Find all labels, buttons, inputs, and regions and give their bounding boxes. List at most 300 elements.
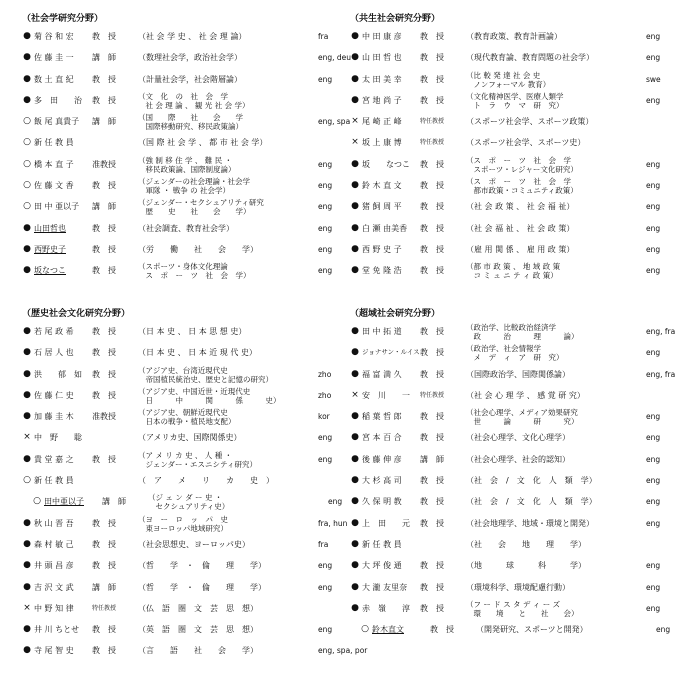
research-field-line: 世 論 研 究） <box>466 417 579 427</box>
faculty-row <box>22 218 333 239</box>
faculty-name: 赤 嶺 淳 <box>362 603 410 613</box>
research-field-line: 東ヨーロッパ地域研究） <box>138 523 228 533</box>
research-field-line: （アジア史、朝鮮近現代史 <box>138 408 228 418</box>
status-mark: ● <box>351 222 359 233</box>
status-mark: ● <box>351 347 359 358</box>
status-mark: ○ <box>23 475 31 486</box>
language-codes: eng <box>646 159 661 169</box>
research-field <box>466 196 638 217</box>
status-mark: ● <box>23 538 31 549</box>
faculty-rank: 特任教授 <box>420 118 445 126</box>
faculty-rank: 講 師 <box>92 582 116 592</box>
faculty-rank: 講 師 <box>92 117 116 127</box>
status-mark: ● <box>23 265 31 276</box>
language-codes: eng <box>646 497 661 507</box>
faculty-row <box>22 26 329 47</box>
research-field <box>138 177 310 195</box>
section-title: （超域社会研究分野） <box>350 309 441 319</box>
research-field <box>138 598 310 619</box>
research-field-line: （文 化 の 社 会 学 <box>138 91 228 101</box>
status-mark: ● <box>351 496 359 507</box>
faculty-row <box>350 154 661 175</box>
language-codes: swe <box>646 74 661 84</box>
language-codes: eng <box>646 266 661 276</box>
research-field-line: 都市政策・コミュニティ政策） <box>466 186 578 196</box>
faculty-name: 新 任 教 員 <box>34 138 74 148</box>
research-field <box>466 111 638 132</box>
status-mark: ● <box>351 180 359 191</box>
research-field-line: （社 会 / 文 化 人 類 学） <box>466 497 597 507</box>
research-field-line: （アジア史、中国近世・近現代史 <box>138 386 251 396</box>
research-field-line: （国際政治学、国際関係論） <box>466 369 570 379</box>
research-field <box>466 534 638 555</box>
research-field <box>138 69 310 90</box>
research-field-line: （社 会 福 祉 、 社 会 政 策） <box>466 223 575 233</box>
research-field <box>466 47 638 68</box>
research-field-line: （社会地理学、地域・環境と開発） <box>466 518 594 528</box>
faculty-row <box>350 47 661 68</box>
faculty-rank: 教 授 <box>92 625 116 635</box>
research-field <box>138 451 310 469</box>
research-field-line: ノンフォーマル 教育） <box>466 79 551 89</box>
research-field-line: （ス ポ ー ツ 社 会 学 <box>466 155 571 165</box>
faculty-name: 秋 山 晋 吾 <box>34 518 74 528</box>
faculty-row <box>22 47 352 68</box>
research-field-line: （ジ ェ ン ダ ー 史 ・ <box>148 493 223 503</box>
research-field-line: 帝国植民統治史、歴史と記憶の研究） <box>138 374 273 384</box>
research-field-line: 移民政策論、国際制度論） <box>138 164 236 174</box>
faculty-rank: 教 授 <box>420 497 444 507</box>
research-field <box>466 600 638 618</box>
research-field-line: 日 中 関 係 史） <box>138 395 281 405</box>
faculty-row <box>350 427 661 448</box>
faculty-rank: 講 師 <box>92 53 116 63</box>
research-field-line: ス ポ ー ツ 社 会 学） <box>138 271 251 281</box>
faculty-row <box>22 513 348 534</box>
faculty-row <box>22 640 368 661</box>
research-field-line: （社 会 学 史 、 社 会 理 論） <box>138 32 247 41</box>
faculty-rank: 教 授 <box>420 223 444 233</box>
research-field <box>476 619 648 640</box>
research-field-line: スポーツ・レジャー文化研究） <box>466 164 578 174</box>
status-mark: ○ <box>23 180 31 191</box>
status-mark: ● <box>351 326 359 336</box>
status-mark: ● <box>351 94 359 105</box>
faculty-name: 宮 地 尚 子 <box>362 95 402 105</box>
faculty-row <box>22 534 329 555</box>
status-mark: × <box>351 389 359 400</box>
research-field <box>138 427 310 448</box>
faculty-name: 新 任 教 員 <box>34 476 74 486</box>
research-field-line: コ ミ ュ ニ テ ィ 政 策） <box>466 271 558 281</box>
faculty-name: 太 田 美 幸 <box>362 74 402 84</box>
faculty-row <box>22 90 250 111</box>
faculty-rank: 教 授 <box>92 561 116 571</box>
faculty-row <box>22 111 351 132</box>
research-field-line: （社 会 心 理 学 、 感 覚 研 究） <box>466 390 585 400</box>
faculty-rank: 教 授 <box>92 223 116 233</box>
status-mark: ● <box>351 158 359 169</box>
faculty-rank: 教 授 <box>420 202 444 212</box>
language-codes: fra <box>318 32 329 41</box>
status-mark: ● <box>23 453 31 464</box>
language-codes: eng <box>318 202 333 212</box>
research-field-line: （ ア メ リ カ 史 ） <box>138 476 274 486</box>
research-field <box>466 177 638 195</box>
language-codes: eng <box>646 32 661 41</box>
status-mark: ● <box>23 52 31 63</box>
faculty-name: 久 保 明 教 <box>362 497 402 507</box>
language-codes: eng <box>646 348 661 358</box>
faculty-row <box>22 239 333 260</box>
faculty-list <box>350 321 675 640</box>
faculty-rank: 教 授 <box>92 327 116 336</box>
research-field-line: （社会思想史、ヨーロッパ史） <box>138 539 250 549</box>
faculty-row <box>22 598 258 619</box>
faculty-name: 橋 本 直 子 <box>34 159 74 169</box>
faculty-row <box>350 449 661 470</box>
faculty-row <box>350 406 661 427</box>
faculty-name: 森 村 敏 己 <box>34 539 74 549</box>
language-codes: eng <box>318 561 333 571</box>
status-mark: ● <box>23 389 31 400</box>
faculty-row <box>22 154 333 175</box>
faculty-rank: 教 授 <box>420 433 444 443</box>
section-title: （共生社会研究分野） <box>350 14 441 24</box>
faculty-rank: 教 授 <box>92 390 116 400</box>
research-field <box>148 493 320 511</box>
faculty-name: 佐 藤 文 香 <box>34 181 74 191</box>
status-mark: ● <box>351 581 359 592</box>
faculty-row <box>350 239 661 260</box>
research-field-line: （国 際 社 会 学 、 都 市 社 会 学） <box>138 138 268 148</box>
faculty-rank: 教 授 <box>420 95 444 105</box>
research-field <box>138 387 310 405</box>
research-field <box>466 577 638 598</box>
research-field-line: （アジア史、台湾近現代史 <box>138 365 228 375</box>
faculty-name: 坂なつこ <box>34 266 66 276</box>
status-mark: × <box>23 432 31 443</box>
research-field-line: ジェンダー・エスニシティ研究） <box>138 459 257 469</box>
faculty-name: 井 頭 昌 彦 <box>34 561 74 571</box>
language-codes: eng <box>646 476 661 486</box>
status-mark: ● <box>23 624 31 635</box>
research-field <box>466 262 638 280</box>
research-field <box>466 26 638 47</box>
language-codes: eng <box>646 603 661 613</box>
faculty-rank: 講 師 <box>102 497 126 507</box>
faculty-rank: 教 授 <box>420 327 444 336</box>
status-mark: ● <box>23 94 31 105</box>
research-field <box>138 470 310 491</box>
research-field-line: セクシュアリティ史） <box>148 502 230 512</box>
section-title: （社会学研究分野） <box>22 14 104 24</box>
research-field-line: （政治学、社会情報学 <box>466 344 541 354</box>
faculty-rank: 教 授 <box>420 159 444 169</box>
research-field <box>138 321 310 342</box>
faculty-list <box>22 321 368 662</box>
faculty-name: 堂 免 隆 浩 <box>362 266 402 276</box>
faculty-rank: 教 授 <box>92 74 116 84</box>
section-social <box>22 12 352 282</box>
faculty-row <box>22 577 333 598</box>
research-field-line: （社会心理学、社会的認知） <box>466 454 570 464</box>
status-mark: ● <box>23 645 31 656</box>
faculty-name: 寺 尾 智 史 <box>34 646 74 656</box>
faculty-rank: 教 授 <box>92 539 116 549</box>
research-field-line: （英 語 圏 文 芸 思 想） <box>138 625 258 635</box>
faculty-row <box>22 132 268 153</box>
faculty-row <box>350 69 661 90</box>
faculty-row <box>350 385 585 406</box>
research-field-line: （ス ポ ー ツ 社 会 学 <box>466 177 571 187</box>
faculty-rank: 教 授 <box>420 603 444 613</box>
faculty-row <box>22 427 333 448</box>
research-field <box>466 92 638 110</box>
faculty-name: 後 藤 伸 彦 <box>362 454 402 464</box>
research-field <box>138 555 310 576</box>
status-mark: ● <box>351 475 359 486</box>
faculty-name: 大 杉 高 司 <box>362 476 402 486</box>
research-field-line: （労 働 社 会 学） <box>138 244 258 254</box>
research-field-line: （社会心理学、メディア効果研究 <box>466 408 578 418</box>
faculty-name: 山 田 哲 也 <box>362 53 402 63</box>
language-codes: eng <box>646 412 661 422</box>
language-codes: eng <box>318 74 333 84</box>
research-field <box>466 132 638 153</box>
research-field-line: （スポーツ社会学、スポーツ政策） <box>466 117 594 127</box>
faculty-name: 佐 藤 仁 史 <box>34 390 74 400</box>
faculty-name: 尾 崎 正 峰 <box>362 117 402 127</box>
language-codes: fra, hun <box>318 518 348 528</box>
status-mark: ○ <box>23 116 31 127</box>
status-mark: ● <box>351 201 359 212</box>
section-title: （歴史社会文化研究分野） <box>22 309 131 319</box>
faculty-name: 田 中 拓 道 <box>362 327 402 336</box>
faculty-row <box>22 449 333 470</box>
research-field <box>466 513 638 534</box>
status-mark: ● <box>351 432 359 443</box>
language-codes: eng, spa, por <box>318 646 368 656</box>
research-field <box>466 344 638 362</box>
research-field-line: （開発研究、スポーツと開発） <box>476 625 588 635</box>
faculty-name: 田 中 亜以子 <box>34 202 80 212</box>
faculty-rank: 教 授 <box>420 74 444 84</box>
research-field-line: （政治学、比較政治経済学 <box>466 323 556 332</box>
faculty-rank: 教 授 <box>92 181 116 191</box>
faculty-name: 新 任 教 員 <box>362 539 402 549</box>
faculty-row <box>350 26 661 47</box>
research-field-line: （数理社会学，政治社会学） <box>138 53 242 63</box>
research-field-line: （地 球 科 学） <box>466 561 586 571</box>
faculty-rank: 講 師 <box>92 202 116 212</box>
status-mark: ● <box>23 31 31 41</box>
research-field <box>138 132 310 153</box>
faculty-name: 福 富 満 久 <box>362 369 402 379</box>
research-field <box>466 364 638 385</box>
language-codes: fra <box>318 539 329 549</box>
language-codes: eng <box>646 454 661 464</box>
faculty-name: 白 瀬 由美香 <box>362 223 408 233</box>
research-field-line: （文化精神医学、医療人類学 <box>466 91 564 101</box>
status-mark: ● <box>23 243 31 254</box>
faculty-rank: 准教授 <box>92 412 116 422</box>
faculty-name: 石 居 人 也 <box>34 348 74 358</box>
faculty-rank: 教 授 <box>430 625 454 635</box>
language-codes: eng, fra <box>646 327 675 336</box>
faculty-name: 西 野 史 子 <box>362 244 402 254</box>
faculty-rank: 教 授 <box>92 32 116 41</box>
language-codes: eng <box>328 497 343 507</box>
research-field-line: ト ラ ウ マ 研 究） <box>466 100 564 110</box>
faculty-row <box>22 619 333 640</box>
status-mark: ● <box>23 411 31 422</box>
research-field-line: （環境科学、環境配慮行動） <box>466 582 570 592</box>
research-field-line: （ヨ ー ロ ッ パ 史 <box>138 514 228 524</box>
research-field <box>466 427 638 448</box>
status-mark: ● <box>23 368 31 379</box>
language-codes: eng <box>318 244 333 254</box>
faculty-rank: 教 授 <box>420 181 444 191</box>
status-mark: ● <box>351 31 359 41</box>
language-codes: eng <box>318 454 333 464</box>
research-field-line: （言 語 社 会 学） <box>138 646 258 656</box>
research-field-line: （計量社会学，社会階層論） <box>138 74 242 84</box>
status-mark: ● <box>23 517 31 528</box>
faculty-row <box>22 364 332 385</box>
language-codes: eng <box>646 223 661 233</box>
faculty-rank: 教 授 <box>92 95 116 105</box>
research-field-line: 日本の戦争・植民地支配） <box>138 417 236 427</box>
language-codes: eng <box>646 181 661 191</box>
faculty-name: 若 尾 政 希 <box>34 327 74 336</box>
research-field-line: （社 会 地 理 学） <box>466 539 586 549</box>
language-codes: eng <box>646 202 661 212</box>
faculty-name: 猪 飼 周 平 <box>362 202 402 212</box>
faculty-row <box>22 342 257 363</box>
faculty-name: 飯 尾 真貴子 <box>34 117 80 127</box>
research-field <box>138 262 310 280</box>
faculty-rank: 特任教授 <box>420 139 445 147</box>
faculty-rank: 教 授 <box>420 53 444 63</box>
faculty-row <box>350 260 661 281</box>
research-field-line: （フ ー ド ス タ デ ィ ー ズ <box>466 599 561 609</box>
faculty-rank: 教 授 <box>92 244 116 254</box>
language-codes: eng <box>318 159 333 169</box>
language-codes: zho <box>318 369 332 379</box>
faculty-name: 安 川 一 <box>362 390 410 400</box>
research-field <box>138 577 310 598</box>
research-field-line: （国 際 社 会 学 <box>138 113 243 123</box>
faculty-row <box>22 385 332 406</box>
faculty-name: 西野史子 <box>34 244 66 254</box>
faculty-row <box>22 260 333 281</box>
faculty-rank: 准教授 <box>92 159 116 169</box>
language-codes: eng <box>318 582 333 592</box>
research-field-line: （強 制 移 住 学 、 難 民 ・ <box>138 155 233 165</box>
language-codes: eng <box>318 223 333 233</box>
research-field-line: （ジェンダー・セクシュアリティ研究 <box>138 198 264 208</box>
research-field <box>466 218 638 239</box>
faculty-name: 中 野 聡 <box>34 433 82 443</box>
status-mark: ● <box>351 73 359 84</box>
faculty-name: 数 土 直 紀 <box>34 74 74 84</box>
faculty-name: 吉 沢 文 武 <box>34 582 74 592</box>
status-mark: ● <box>351 265 359 276</box>
faculty-rank: 特任教授 <box>420 391 445 399</box>
status-mark: ● <box>23 347 31 358</box>
faculty-rank: 教 授 <box>420 476 444 486</box>
faculty-rank: 教 授 <box>92 266 116 276</box>
faculty-row <box>22 555 333 576</box>
research-field-line: （現代教育論、教育問題の社会学） <box>466 53 594 63</box>
language-codes: eng <box>656 625 671 635</box>
status-mark: ○ <box>33 496 41 507</box>
research-field <box>466 491 638 512</box>
research-field <box>138 92 310 110</box>
faculty-row <box>350 132 586 153</box>
faculty-row <box>22 69 333 90</box>
research-field <box>138 113 310 131</box>
research-field <box>466 71 638 89</box>
research-field <box>138 640 310 661</box>
research-field-line: （スポーツ・身体文化理論 <box>138 262 228 272</box>
status-mark: ○ <box>361 624 369 635</box>
research-field <box>138 156 310 174</box>
faculty-row <box>350 598 661 619</box>
research-field-line: （仏 語 圏 文 芸 思 想） <box>138 603 258 613</box>
faculty-rank: 教 授 <box>420 348 444 358</box>
research-field-line: （哲 学 ・ 倫 理 学） <box>138 582 266 592</box>
faculty-rank: 講 師 <box>420 454 444 464</box>
research-field-line: （ジェンダーの社会理論・社会学 <box>138 177 251 187</box>
section-cross <box>350 307 675 640</box>
faculty-name: 大 瀧 友里奈 <box>362 582 408 592</box>
research-field <box>138 26 310 47</box>
faculty-name: 菊 谷 和 宏 <box>34 32 74 41</box>
faculty-name: 鈴 木 直 文 <box>362 181 402 191</box>
faculty-row <box>350 491 661 512</box>
status-mark: ● <box>23 581 31 592</box>
faculty-name: 田中亜以子 <box>44 497 84 507</box>
status-mark: ● <box>351 453 359 464</box>
faculty-name: 洪 郁 如 <box>34 369 82 379</box>
faculty-name: 山田哲也 <box>34 223 66 233</box>
research-field <box>466 239 638 260</box>
faculty-name: 中 田 康 彦 <box>362 32 402 41</box>
research-field-line: （日 本 史 、 日 本 近 現 代 史） <box>138 348 257 358</box>
language-codes: eng <box>318 433 333 443</box>
research-field <box>138 619 310 640</box>
research-field-line: （社会心理学、文化心理学） <box>466 433 570 443</box>
language-codes: eng <box>318 625 333 635</box>
research-field-line: 軍隊 ・ 戦争 の 社会学） <box>138 186 231 196</box>
faculty-rank: 教 授 <box>92 454 116 464</box>
faculty-row <box>22 196 333 217</box>
status-mark: ● <box>351 602 359 613</box>
faculty-rank: 教 授 <box>92 518 116 528</box>
faculty-rank: 教 授 <box>420 32 444 41</box>
research-field <box>466 323 638 341</box>
research-field-line: 社 会 理 論 、 観 光 社 会 学） <box>138 100 250 110</box>
faculty-row <box>350 321 675 342</box>
language-codes: eng <box>318 181 333 191</box>
status-mark: ● <box>23 222 31 233</box>
faculty-row <box>32 491 343 512</box>
faculty-list <box>22 26 352 282</box>
language-codes: kor <box>318 412 330 422</box>
research-field <box>466 156 638 174</box>
